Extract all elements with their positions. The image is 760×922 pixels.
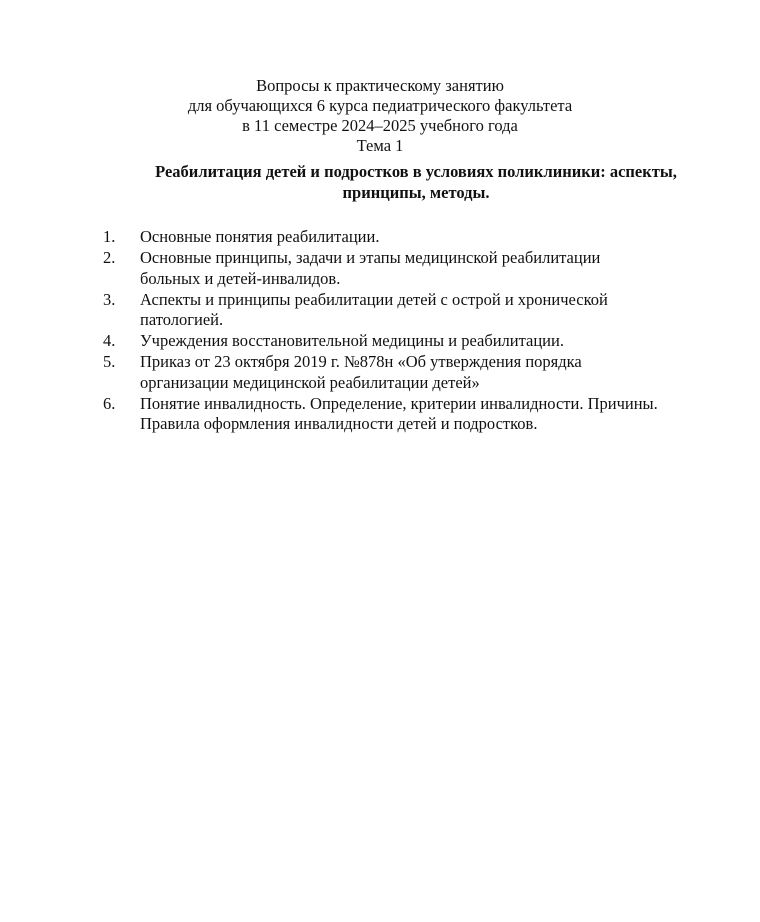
list-item <box>0 331 750 352</box>
header-line-2: для обучающихся 6 курса педиатрического факультета <box>187 96 573 115</box>
list-item <box>0 352 750 393</box>
header-line-3: в 11 семестре 2024–2025 учебного года <box>242 116 518 135</box>
list-item-text <box>140 352 750 393</box>
list-item-number: 5. <box>103 352 116 371</box>
list-item-line: Правила оформления инвалидности детей и подростков. <box>140 414 538 433</box>
list-item <box>0 290 750 331</box>
list-item-text <box>140 290 750 331</box>
list-item-line: Аспекты и принципы реабилитации детей с острой и хронической <box>140 289 608 309</box>
list-item-text <box>140 227 750 248</box>
list-item-line: Учреждения восстановительной медицины и реабилитации. <box>140 331 564 350</box>
list-item-line: Основные принципы, задачи и этапы медицинской реабилитации <box>140 248 601 267</box>
list-item-line: больных и детей-инвалидов. <box>140 268 341 288</box>
list-item-number: 4. <box>103 331 116 350</box>
list-item-text <box>140 394 750 435</box>
topic-title-line-2: принципы, методы. <box>342 183 490 202</box>
list-item-line: Приказ от 23 октября 2019 г. №878н «Об утверждения порядка <box>140 352 582 371</box>
list-item-number: 6. <box>103 393 116 413</box>
list-item-line: Понятие инвалидность. Определение, критерии инвалидности. Причины. <box>140 393 658 413</box>
list-item-text <box>140 248 750 289</box>
topic-title-line-1: Реабилитация детей и подростков в условиях поликлиники: аспекты, <box>155 162 677 181</box>
list-item <box>0 394 750 435</box>
header-line-1: Вопросы к практическому занятию <box>256 76 504 95</box>
topic-label: Тема 1 <box>356 136 404 155</box>
list-item-number: 2. <box>103 248 116 267</box>
questions-list <box>0 227 760 435</box>
list-item-line: Основные понятия реабилитации. <box>140 227 380 246</box>
list-item-number: 3. <box>103 289 116 309</box>
list-item-number: 1. <box>103 227 116 246</box>
list-item-line: организации медицинской реабилитации детей» <box>140 372 480 392</box>
document-header <box>0 76 760 156</box>
list-item <box>0 227 750 248</box>
topic-title <box>60 161 760 203</box>
list-item-text <box>140 331 750 352</box>
list-item <box>0 248 750 289</box>
list-item-line: патологией. <box>140 310 224 329</box>
